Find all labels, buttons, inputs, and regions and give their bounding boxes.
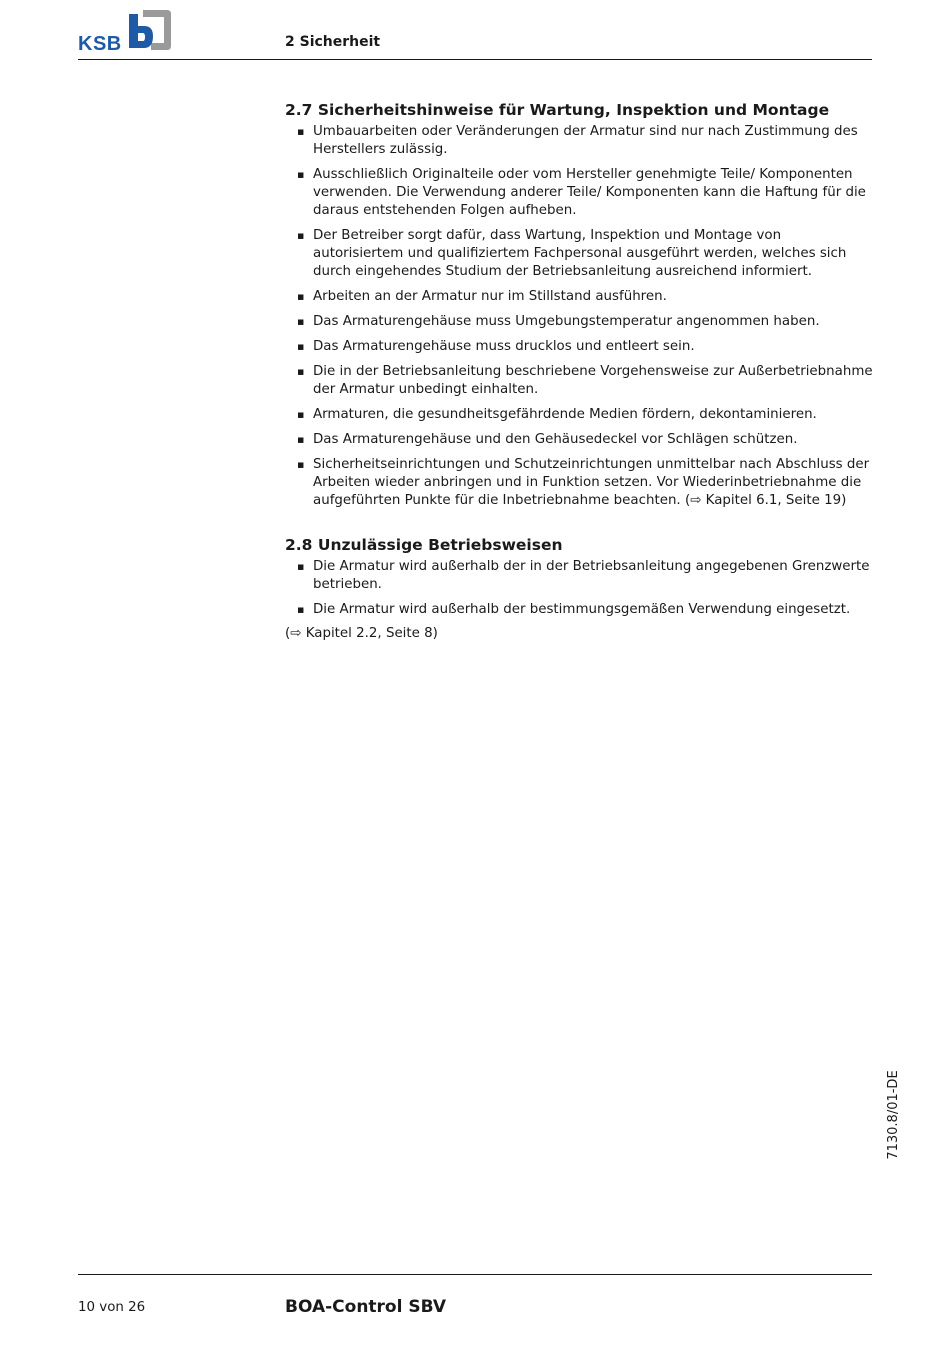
- bullet-icon: ▪: [297, 408, 305, 421]
- list-item: [285, 363, 875, 399]
- list-item-text: Das Armaturengehäuse muss Umgebungstemperatur angenommen haben.: [313, 314, 820, 329]
- bullet-icon: ▪: [297, 603, 305, 616]
- list-item-text: Sicherheitseinrichtungen und Schutzeinrichtungen unmittelbar nach Abschluss der Arbeiten wieder anbringen und in Funktion setzen. Vor Wiederinbetriebnahme die aufgeführten Punkte für die Inbetriebnahme beachten.: [313, 457, 870, 508]
- product-name: BOA-Control SBV: [285, 1297, 447, 1317]
- section-title-2-7: 2.7 Sicherheitshinweise für Wartung, Inspektion und Montage: [285, 101, 830, 119]
- list-item-text: Das Armaturengehäuse muss drucklos und entleert sein.: [313, 339, 695, 354]
- list-item: [285, 406, 875, 424]
- list-item: [285, 601, 875, 619]
- list-item-text: Armaturen, die gesundheitsgefährdende Medien fördern, dekontaminieren.: [313, 407, 817, 422]
- list-item-text: Die Armatur wird außerhalb der bestimmungsgemäßen Verwendung eingesetzt.: [313, 602, 851, 617]
- list-item: [285, 558, 875, 594]
- list-item: [285, 338, 875, 356]
- list-item: [285, 313, 875, 331]
- ksb-b-logo-icon: [127, 8, 173, 52]
- section-title-2-8: 2.8 Unzulässige Betriebsweisen: [285, 536, 563, 554]
- bullet-icon: ▪: [297, 125, 305, 138]
- document-number: 7130.8/01-DE: [886, 1070, 901, 1160]
- list-item-text: Arbeiten an der Armatur nur im Stillstand ausführen.: [313, 289, 667, 304]
- list-item-text: Die Armatur wird außerhalb der in der Betriebsanleitung angegebenen Grenzwerte betrieben.: [313, 559, 870, 592]
- list-item-text: Umbauarbeiten oder Veränderungen der Armatur sind nur nach Zustimmung des Herstellers zulässig.: [313, 124, 858, 157]
- list-item: [285, 123, 875, 159]
- ksb-logo: [78, 8, 174, 54]
- list-item: [285, 431, 875, 449]
- running-header-section: 2 Sicherheit: [285, 34, 381, 50]
- bullet-icon: ▪: [297, 168, 305, 181]
- bullet-icon: ▪: [297, 433, 305, 446]
- bullet-icon: ▪: [297, 229, 305, 242]
- header-rule: [78, 59, 872, 60]
- bullet-icon: ▪: [297, 315, 305, 328]
- list-item: [285, 288, 875, 306]
- bullet-list-2-8: [285, 558, 875, 619]
- list-item: [285, 166, 875, 220]
- list-item-text: Ausschließlich Originalteile oder vom Hersteller genehmigte Teile/ Komponenten verwenden. Die Verwendung anderer Teile/ Komponenten kann die Haftung für die daraus entstehenden Folgen aufheben.: [313, 167, 866, 218]
- bullet-icon: ▪: [297, 560, 305, 573]
- page-number: 10 von 26: [78, 1300, 146, 1315]
- footer-rule: [78, 1274, 872, 1275]
- bullet-icon: ▪: [297, 365, 305, 378]
- logo-wordmark: KSB: [78, 33, 122, 55]
- bullet-icon: ▪: [297, 290, 305, 303]
- list-item: [285, 227, 875, 281]
- list-item: [285, 456, 875, 510]
- list-item-text: Der Betreiber sorgt dafür, dass Wartung, Inspektion und Montage von autorisiertem und qualifiziertem Fachpersonal ausgeführt werden, welches sich durch eingehendes Studium der Betriebsanleitung ausreichend informiert.: [313, 228, 847, 279]
- main-content: [285, 99, 875, 643]
- cross-reference-link[interactable]: (⇨ Kapitel 2.2, Seite 8): [285, 626, 438, 641]
- bullet-list-2-7: [285, 123, 875, 510]
- list-item-text: Die in der Betriebsanleitung beschriebene Vorgehensweise zur Außerbetriebnahme der Armatur unbedingt einhalten.: [313, 364, 873, 397]
- bullet-icon: ▪: [297, 340, 305, 353]
- list-item-text: Das Armaturengehäuse und den Gehäusedeckel vor Schlägen schützen.: [313, 432, 798, 447]
- cross-reference-link[interactable]: (⇨ Kapitel 6.1, Seite 19): [684, 493, 847, 508]
- bullet-icon: ▪: [297, 458, 305, 471]
